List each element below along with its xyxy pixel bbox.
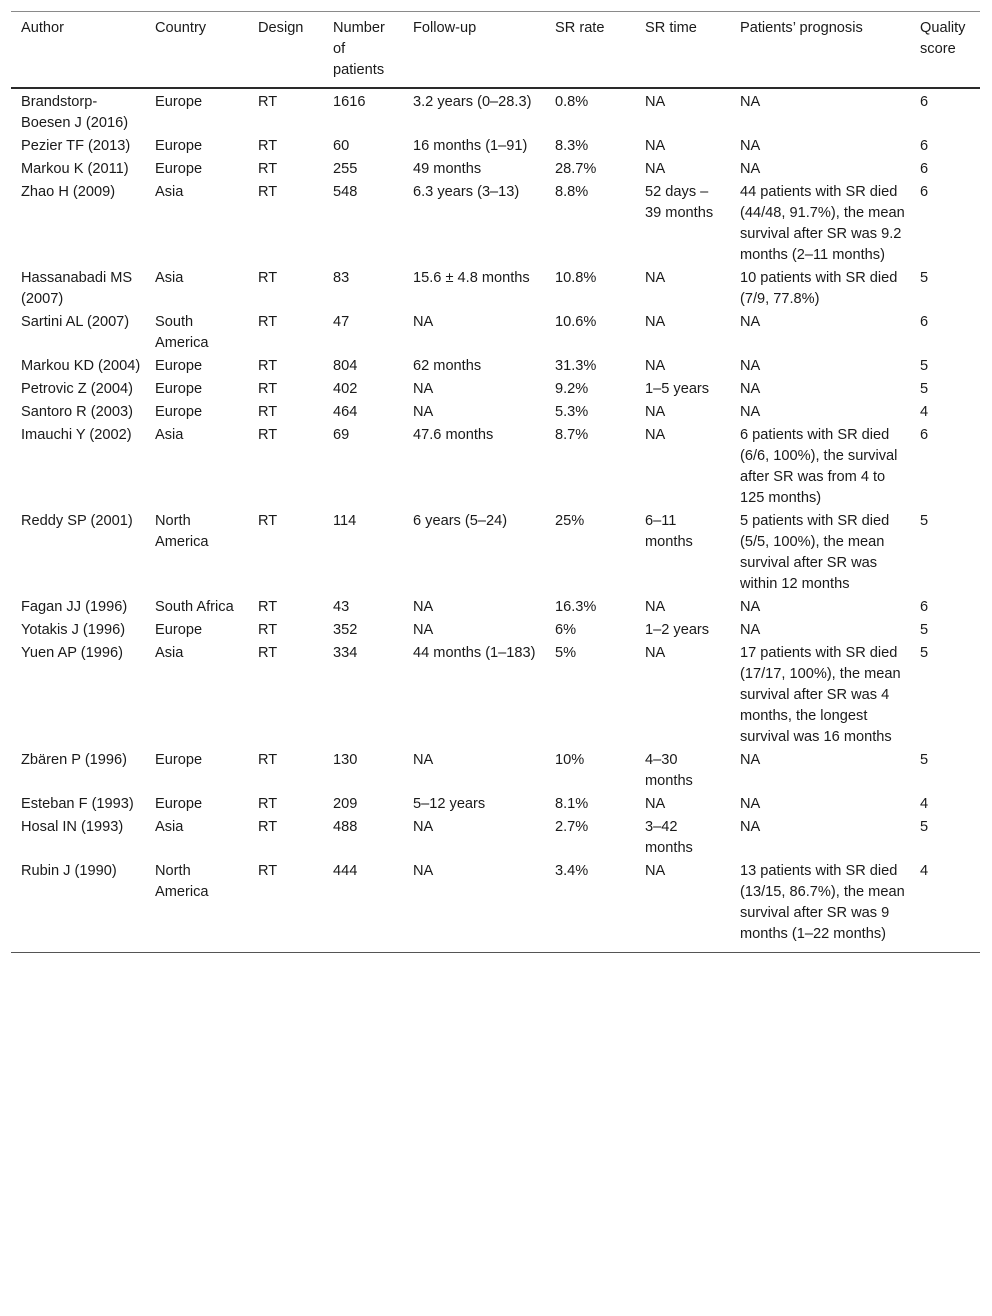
table-row — [11, 135, 980, 158]
cell-country: South Africa — [155, 599, 234, 615]
cell-sr-time: 3–42 months — [645, 819, 693, 856]
cell-sr-rate: 31.3% — [555, 358, 597, 374]
cell-quality-score: 6 — [920, 161, 929, 177]
cell-sr-rate: 6% — [555, 622, 577, 638]
cell-follow-up: 44 months (1–183) — [413, 645, 536, 661]
cell-design: RT — [258, 270, 278, 286]
cell-sr-rate: 8.1% — [555, 796, 589, 812]
cell-number-of-patients: 255 — [333, 161, 358, 177]
table-row — [11, 860, 980, 953]
cell-sr-time: NA — [645, 161, 666, 177]
cell-sr-time: 52 days – 39 months — [645, 184, 714, 221]
cell-design: RT — [258, 314, 278, 330]
cell-quality-score: 4 — [920, 863, 929, 879]
cell-design: RT — [258, 752, 278, 768]
cell-country: Europe — [155, 94, 203, 110]
cell-follow-up: 3.2 years (0–28.3) — [413, 94, 532, 110]
cell-author: Sartini AL (2007) — [21, 314, 130, 330]
cell-patients-prognosis: 17 patients with SR died (17/17, 100%), the mean survival after SR was 4 months, the longest survival was 16 months — [740, 645, 901, 745]
cell-country: Asia — [155, 819, 184, 835]
cell-sr-time: 1–5 years — [645, 381, 710, 397]
cell-author: Pezier TF (2013) — [21, 138, 131, 154]
table-row — [11, 424, 980, 510]
cell-sr-time: NA — [645, 138, 666, 154]
header-row — [11, 12, 980, 89]
cell-number-of-patients: 69 — [333, 427, 350, 443]
cell-quality-score: 5 — [920, 358, 929, 374]
cell-author: Hassanabadi MS (2007) — [21, 270, 133, 307]
cell-author: Fagan JJ (1996) — [21, 599, 128, 615]
cell-follow-up: 16 months (1–91) — [413, 138, 528, 154]
cell-sr-time: 1–2 years — [645, 622, 710, 638]
cell-follow-up: NA — [413, 599, 434, 615]
cell-author: Imauchi Y (2002) — [21, 427, 132, 443]
cell-sr-time: 6–11 months — [645, 513, 693, 550]
table-container — [11, 11, 980, 953]
cell-follow-up: NA — [413, 381, 434, 397]
cell-sr-time: NA — [645, 358, 666, 374]
cell-patients-prognosis: 13 patients with SR died (13/15, 86.7%), the mean survival after SR was 9 months (1–22 months) — [740, 863, 905, 942]
cell-sr-rate: 8.3% — [555, 138, 589, 154]
cell-patients-prognosis: NA — [740, 358, 761, 374]
cell-quality-score: 6 — [920, 184, 929, 200]
cell-country: Europe — [155, 622, 203, 638]
cell-follow-up: 49 months — [413, 161, 482, 177]
cell-number-of-patients: 83 — [333, 270, 350, 286]
cell-sr-rate: 9.2% — [555, 381, 589, 397]
cell-sr-time: 4–30 months — [645, 752, 693, 789]
cell-number-of-patients: 1616 — [333, 94, 366, 110]
cell-country: Europe — [155, 381, 203, 397]
cell-quality-score: 5 — [920, 819, 929, 835]
column-header-country: Country — [155, 20, 207, 36]
cell-patients-prognosis: 44 patients with SR died (44/48, 91.7%), the mean survival after SR was 9.2 months (2–11 months) — [740, 184, 905, 263]
cell-author: Hosal IN (1993) — [21, 819, 124, 835]
column-header-design: Design — [258, 20, 304, 36]
cell-quality-score: 5 — [920, 270, 929, 286]
cell-patients-prognosis: NA — [740, 138, 761, 154]
cell-patients-prognosis: 10 patients with SR died (7/9, 77.8%) — [740, 270, 898, 307]
cell-sr-rate: 2.7% — [555, 819, 589, 835]
table-header — [11, 12, 980, 89]
cell-sr-rate: 16.3% — [555, 599, 597, 615]
cell-patients-prognosis: NA — [740, 752, 761, 768]
cell-sr-rate: 28.7% — [555, 161, 597, 177]
cell-patients-prognosis: NA — [740, 161, 761, 177]
cell-patients-prognosis: NA — [740, 94, 761, 110]
cell-quality-score: 6 — [920, 94, 929, 110]
cell-sr-rate: 5.3% — [555, 404, 589, 420]
cell-country: Europe — [155, 752, 203, 768]
table-row — [11, 158, 980, 181]
cell-sr-rate: 10.6% — [555, 314, 597, 330]
cell-design: RT — [258, 184, 278, 200]
cell-sr-time: NA — [645, 599, 666, 615]
column-header-sr-rate: SR rate — [555, 20, 605, 36]
cell-sr-rate: 5% — [555, 645, 577, 661]
cell-author: Santoro R (2003) — [21, 404, 133, 420]
table-row — [11, 267, 980, 311]
cell-patients-prognosis: 5 patients with SR died (5/5, 100%), the mean survival after SR was within 12 months — [740, 513, 890, 592]
cell-sr-rate: 3.4% — [555, 863, 589, 879]
cell-follow-up: 62 months — [413, 358, 482, 374]
cell-sr-rate: 25% — [555, 513, 585, 529]
cell-author: Brandstorp-Boesen J (2016) — [21, 94, 129, 131]
cell-quality-score: 5 — [920, 622, 929, 638]
cell-author: Markou K (2011) — [21, 161, 129, 177]
cell-follow-up: 5–12 years — [413, 796, 486, 812]
cell-patients-prognosis: NA — [740, 599, 761, 615]
cell-patients-prognosis: NA — [740, 314, 761, 330]
cell-number-of-patients: 444 — [333, 863, 358, 879]
table-row — [11, 401, 980, 424]
cell-number-of-patients: 43 — [333, 599, 350, 615]
table-row — [11, 749, 980, 793]
cell-sr-rate: 10% — [555, 752, 585, 768]
cell-country: South America — [155, 314, 209, 351]
cell-sr-rate: 0.8% — [555, 94, 589, 110]
cell-author: Markou KD (2004) — [21, 358, 141, 374]
cell-quality-score: 5 — [920, 645, 929, 661]
cell-number-of-patients: 47 — [333, 314, 350, 330]
cell-sr-time: NA — [645, 645, 666, 661]
cell-quality-score: 5 — [920, 513, 929, 529]
cell-author: Zbären P (1996) — [21, 752, 128, 768]
column-header-sr-time: SR time — [645, 20, 697, 36]
cell-sr-rate: 8.8% — [555, 184, 589, 200]
table-row — [11, 181, 980, 267]
table-row — [11, 596, 980, 619]
cell-design: RT — [258, 599, 278, 615]
column-header-follow-up: Follow-up — [413, 20, 477, 36]
cell-design: RT — [258, 138, 278, 154]
table-row — [11, 619, 980, 642]
cell-author: Yuen AP (1996) — [21, 645, 123, 661]
table-body — [11, 88, 980, 953]
cell-follow-up: 47.6 months — [413, 427, 494, 443]
cell-number-of-patients: 464 — [333, 404, 358, 420]
cell-country: Asia — [155, 427, 184, 443]
cell-sr-time: NA — [645, 94, 666, 110]
cell-design: RT — [258, 427, 278, 443]
column-header-number-of-patients: Number of patients — [333, 20, 385, 78]
cell-patients-prognosis: NA — [740, 819, 761, 835]
cell-country: Asia — [155, 184, 184, 200]
cell-author: Reddy SP (2001) — [21, 513, 133, 529]
cell-design: RT — [258, 863, 278, 879]
cell-patients-prognosis: 6 patients with SR died (6/6, 100%), the survival after SR was from 4 to 125 months) — [740, 427, 898, 506]
cell-design: RT — [258, 622, 278, 638]
cell-quality-score: 6 — [920, 427, 929, 443]
cell-number-of-patients: 402 — [333, 381, 358, 397]
cell-sr-time: NA — [645, 863, 666, 879]
cell-patients-prognosis: NA — [740, 381, 761, 397]
cell-patients-prognosis: NA — [740, 404, 761, 420]
cell-quality-score: 4 — [920, 404, 929, 420]
table-row — [11, 355, 980, 378]
cell-author: Rubin J (1990) — [21, 863, 117, 879]
cell-number-of-patients: 352 — [333, 622, 358, 638]
cell-quality-score: 5 — [920, 752, 929, 768]
cell-author: Esteban F (1993) — [21, 796, 134, 812]
column-header-patients-prognosis: Patients’ prognosis — [740, 20, 863, 36]
cell-sr-time: NA — [645, 796, 666, 812]
cell-follow-up: NA — [413, 819, 434, 835]
cell-design: RT — [258, 358, 278, 374]
cell-sr-rate: 8.7% — [555, 427, 589, 443]
cell-country: North America — [155, 863, 209, 900]
cell-follow-up: NA — [413, 752, 434, 768]
table-row — [11, 816, 980, 860]
cell-design: RT — [258, 381, 278, 397]
table-row — [11, 793, 980, 816]
cell-quality-score: 4 — [920, 796, 929, 812]
table-row — [11, 642, 980, 749]
cell-patients-prognosis: NA — [740, 622, 761, 638]
cell-number-of-patients: 804 — [333, 358, 358, 374]
cell-design: RT — [258, 404, 278, 420]
cell-patients-prognosis: NA — [740, 796, 761, 812]
cell-follow-up: 15.6 ± 4.8 months — [413, 270, 530, 286]
studies-table — [11, 11, 980, 953]
cell-quality-score: 5 — [920, 381, 929, 397]
cell-country: North America — [155, 513, 209, 550]
cell-author: Zhao H (2009) — [21, 184, 116, 200]
cell-design: RT — [258, 94, 278, 110]
cell-number-of-patients: 334 — [333, 645, 358, 661]
cell-country: Europe — [155, 404, 203, 420]
cell-sr-time: NA — [645, 404, 666, 420]
cell-country: Europe — [155, 358, 203, 374]
table-row — [11, 378, 980, 401]
cell-author: Yotakis J (1996) — [21, 622, 126, 638]
cell-design: RT — [258, 161, 278, 177]
cell-sr-rate: 10.8% — [555, 270, 597, 286]
cell-number-of-patients: 209 — [333, 796, 358, 812]
cell-quality-score: 6 — [920, 138, 929, 154]
cell-country: Europe — [155, 138, 203, 154]
cell-quality-score: 6 — [920, 314, 929, 330]
table-row — [11, 311, 980, 355]
cell-follow-up: 6 years (5–24) — [413, 513, 508, 529]
table-row — [11, 88, 980, 135]
cell-follow-up: NA — [413, 863, 434, 879]
cell-author: Petrovic Z (2004) — [21, 381, 133, 397]
cell-sr-time: NA — [645, 314, 666, 330]
cell-country: Asia — [155, 270, 184, 286]
cell-follow-up: NA — [413, 622, 434, 638]
cell-design: RT — [258, 819, 278, 835]
cell-number-of-patients: 60 — [333, 138, 350, 154]
cell-follow-up: NA — [413, 314, 434, 330]
column-header-author: Author — [21, 20, 64, 36]
cell-number-of-patients: 114 — [333, 513, 357, 529]
cell-design: RT — [258, 796, 278, 812]
cell-sr-time: NA — [645, 270, 666, 286]
cell-country: Asia — [155, 645, 184, 661]
cell-design: RT — [258, 645, 278, 661]
cell-number-of-patients: 548 — [333, 184, 358, 200]
cell-quality-score: 6 — [920, 599, 929, 615]
cell-design: RT — [258, 513, 278, 529]
cell-country: Europe — [155, 161, 203, 177]
cell-number-of-patients: 488 — [333, 819, 358, 835]
cell-country: Europe — [155, 796, 203, 812]
column-header-quality-score: Quality score — [920, 20, 966, 57]
cell-follow-up: NA — [413, 404, 434, 420]
cell-follow-up: 6.3 years (3–13) — [413, 184, 520, 200]
cell-sr-time: NA — [645, 427, 666, 443]
cell-number-of-patients: 130 — [333, 752, 358, 768]
table-row — [11, 510, 980, 596]
